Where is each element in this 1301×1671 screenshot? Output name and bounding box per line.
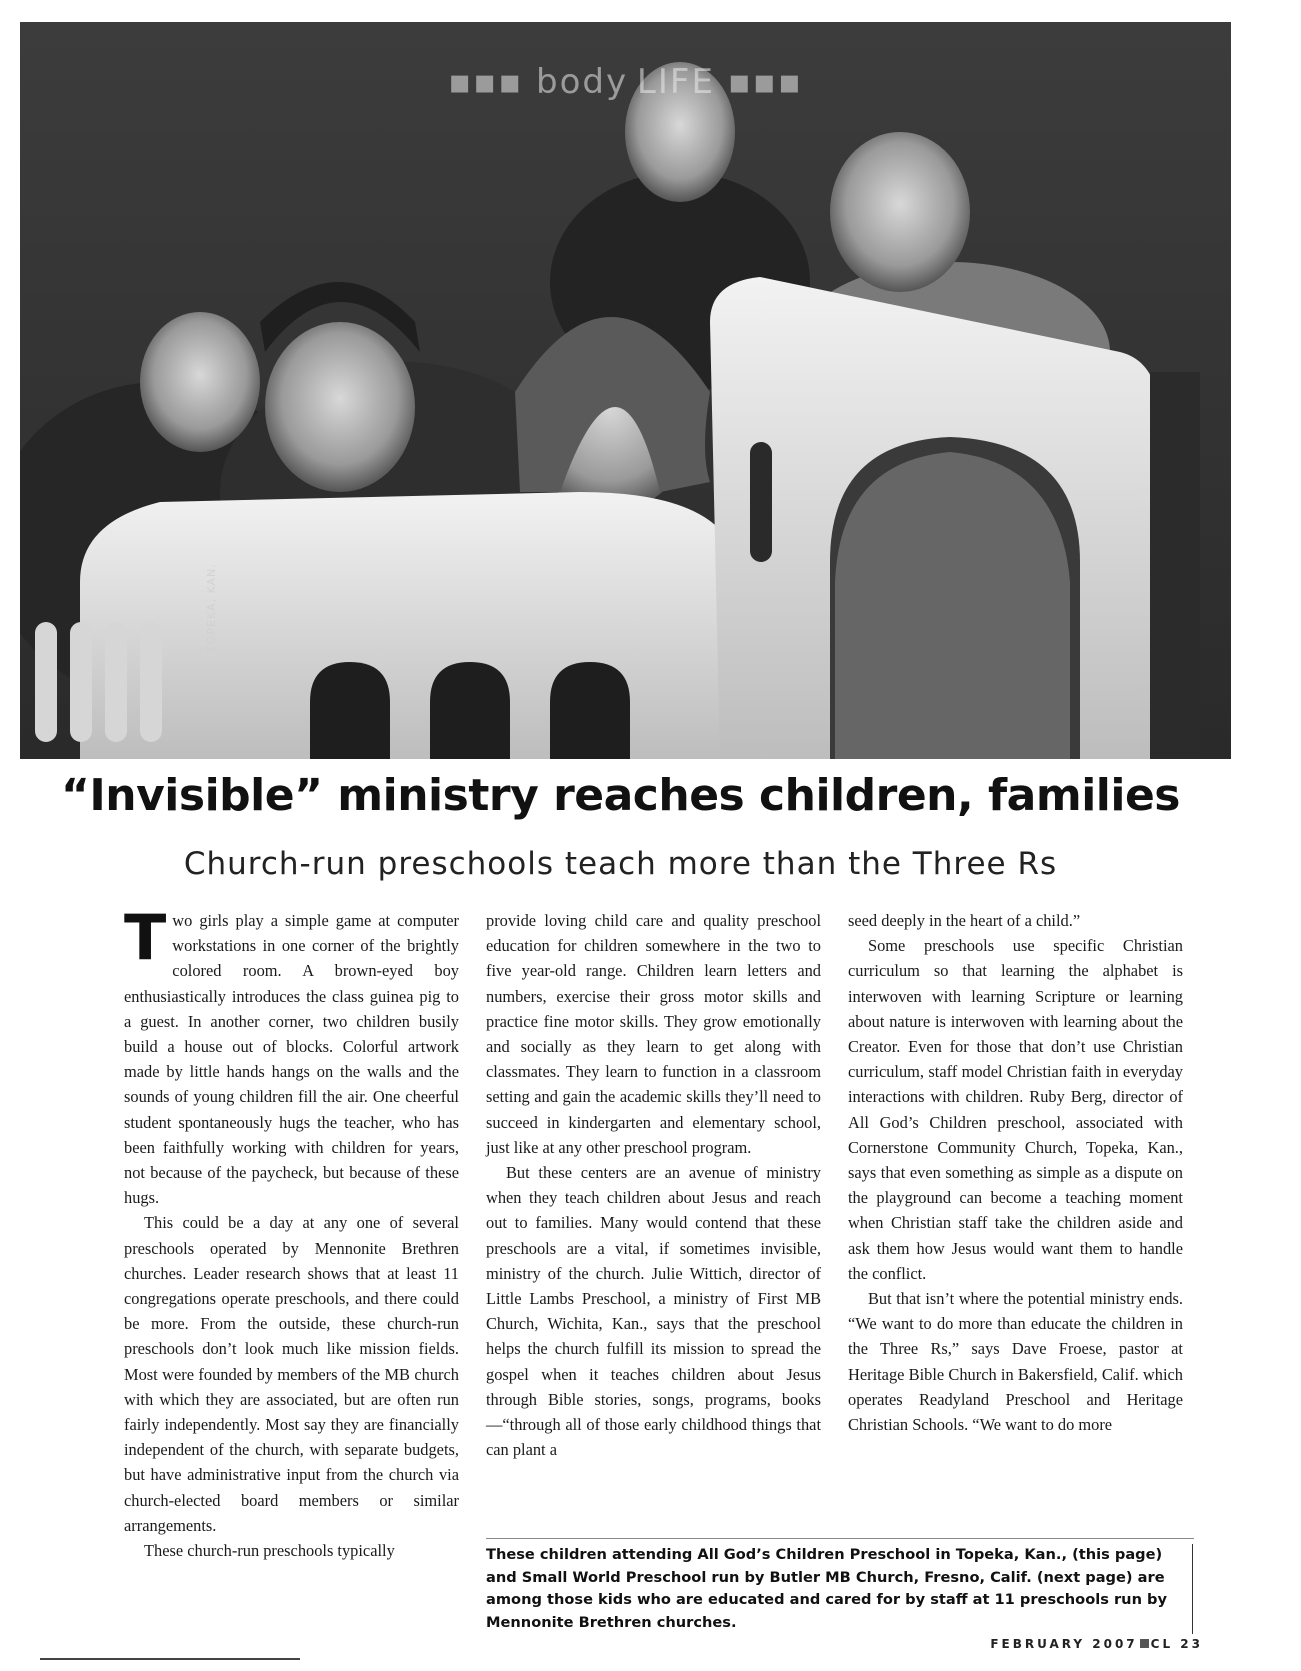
caption-divider: [486, 1538, 1194, 1539]
paragraph: Some preschools use specific Christian curriculum so that learning the alphabet is interwoven with learning Scripture or learning about nature is interwoven with learning about the Creator. Even for those that don’t use Christian curriculum, staff model Christian faith in everyday interactions with children. Ruby Berg, director of All God’s Children preschool, associated with Cornerstone Community Church, Topeka, Kan., says that even something as simple as a dispute on the playground can become a teaching moment when Christian staff take the children aside and ask them how Jesus would want them to handle the conflict.: [848, 936, 1183, 1283]
bottom-rule: [40, 1658, 300, 1660]
article-headline: “Invisible” ministry reaches children, families: [61, 770, 1180, 821]
section-tag: ▪▪▪ body LIFE ▪▪▪: [448, 62, 803, 102]
folio-page-number: CL 23: [1150, 1637, 1203, 1651]
children-playground-photo: [20, 22, 1231, 759]
article-column-3: [848, 908, 1183, 1437]
photo-credit: TOPEKA, KAN.: [205, 563, 218, 652]
article-deck: Church-run preschools teach more than the Three Rs: [183, 846, 1058, 882]
paragraph: seed deeply in the heart of a child.”: [848, 911, 1081, 930]
paragraph: But these centers are an avenue of ministry when they teach children about Jesus and reach out to families. Many would contend that these preschools are a vital, if sometimes invisible, ministry of the church. Julie Wittich, director of Little Lambs Preschool, a ministry of First MB Church, Wichita, Kan., says that the preschool helps the church fulfill its mission to spread the gospel when it teaches children about Jesus through Bible stories, songs, programs, books—“through all of those early childhood things that can plant a: [486, 1163, 821, 1460]
paragraph: But that isn’t where the potential ministry ends. “We want to do more than educate the children in the Three Rs,” says Dave Froese, pastor at Heritage Bible Church in Bakersfield, Calif. which operates Readyland Preschool and Heritage Christian Schools. “We want to do more: [848, 1289, 1183, 1435]
paragraph: provide loving child care and quality preschool education for children somewhere in the two to five year-old range. Children learn letters and numbers, exercise their gross motor skills and practice fine motor skills. They grow emotionally and socially as they learn to get along with classmates. They learn to function in a classroom setting and gain the academic skills they’ll need to succeed in kindergarten and elementary school, just like at any other preschool program.: [486, 911, 821, 1157]
folio-date: FEBRUARY 2007: [990, 1637, 1138, 1651]
drop-cap: T: [124, 901, 167, 974]
page-folio: [990, 1637, 1203, 1651]
folio-square-icon: [1140, 1639, 1149, 1648]
paragraph: wo girls play a simple game at computer workstations in one corner of the brightly colored room. A brown-eyed boy enthusiastically introduces the class guinea pig to a guest. In another corner, two children busily build a house out of blocks. Colorful artwork made by little hands hangs on the walls and the sounds of young children fill the air. One cheerful student spontaneously hugs the teacher, who has been faithfully working with children for years, not because of the paycheck, but because of these hugs.: [124, 911, 459, 1208]
article-column-2: [486, 908, 821, 1462]
photo-caption: These children attending All God’s Children Preschool in Topeka, Kan., (this page) and Small World Preschool run by Butler MB Church, Fresno, Calif. (next page) are among those kids who are educated and cared for by staff at 11 preschools run by Mennonite Brethren churches.: [486, 1544, 1193, 1634]
cover-photo: [20, 22, 1231, 759]
paragraph: This could be a day at any one of several preschools operated by Mennonite Brethren churches. Leader research shows that at least 11 congregations operate preschools, and there could be more. From the outside, these church-run preschools don’t look much like mission fields. Most were founded by members of the MB church with which they are associated, but are often run fairly independently. Most say they are financially independent of the church, with separate budgets, but have administrative input from the church via church-elected board members or similar arrangements.: [124, 1213, 459, 1535]
article-column-1: [124, 901, 459, 1563]
paragraph: These church-run preschools typically: [144, 1541, 395, 1561]
